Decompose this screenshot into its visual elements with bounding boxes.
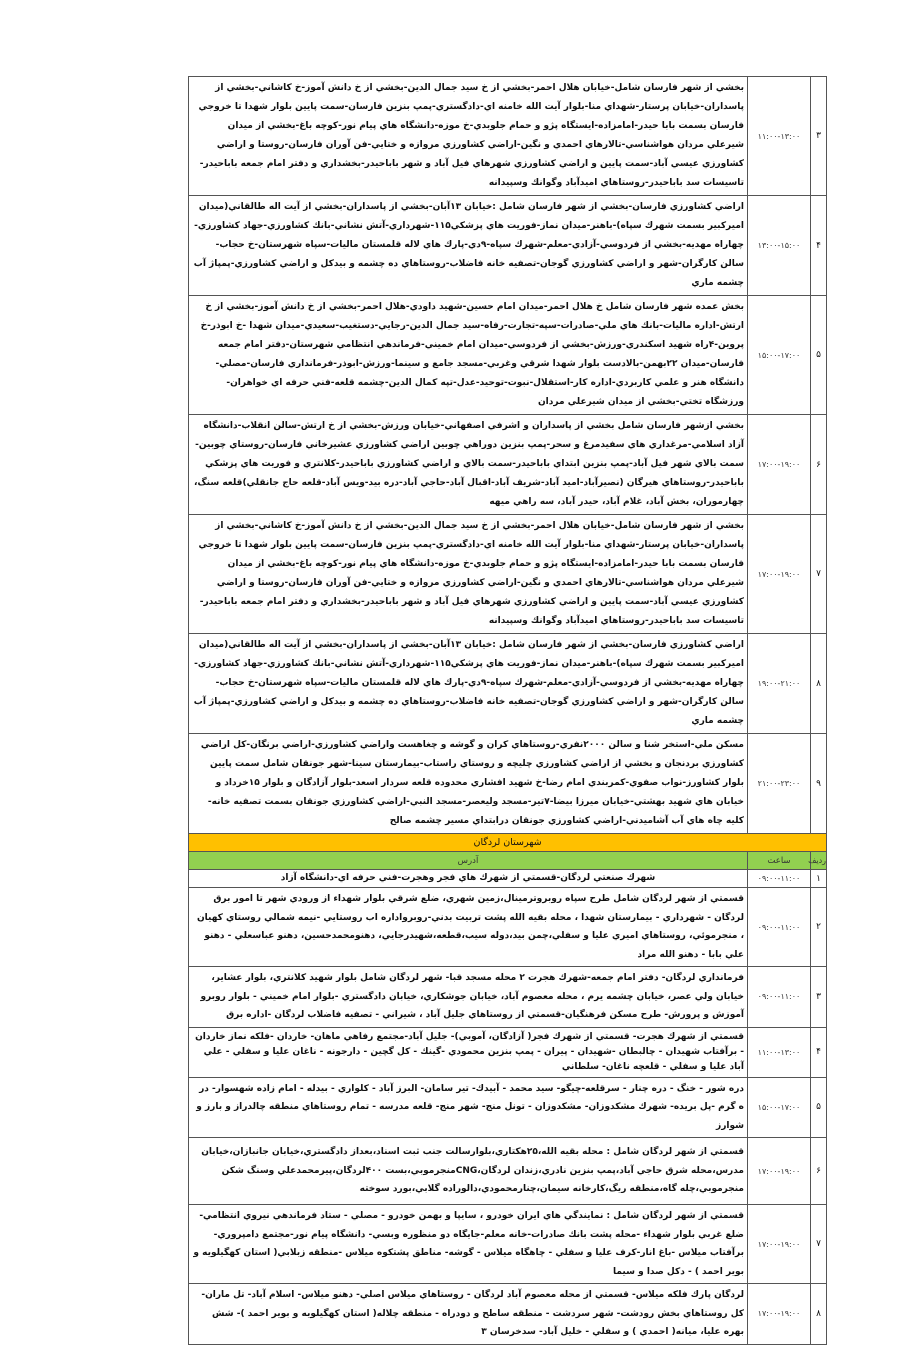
row-number: ۳ bbox=[811, 77, 827, 196]
row-number: ۶ bbox=[811, 415, 827, 515]
table-row bbox=[189, 296, 827, 415]
table-row bbox=[189, 196, 827, 296]
address-cell: مسكن ملي-استخر شنا و سالن ۲۰۰۰نفري-روستاهاي كران و گوشه و چغاهست واراضي كشاورزي-اراضي برنگان-كل اراضي كشاورزي بردنجان و بخشي از اراضي كشاورزي چليچه و روستاي راستاب-بيمارستان سينا-شهر جونقان شامل سمت پايين بلوار كشاورز-نواب صفوي-كمربندي امام رضا-خ شهيد افشاري محدوده قلعه سردار اسعد-بلوار آزادگان و بلوار ۱۵خرداد و خيابان هاي شهيد بهشتي-خيابان ميرزا بيضا-۷تير-مسجد وليعصر-مسجد النبي-اراضي كشاورزي جونقان بسمت تصفيه خانه-كليه چاه هاي آب آشاميدني-اراضي كشاورزي جونقان درابتداي مسير چشمه صالح bbox=[189, 734, 748, 834]
row-number: ۸ bbox=[811, 1284, 827, 1345]
address-cell: بخشي از شهر فارسان شامل-خيابان هلال احمر-بخشي از خ سيد جمال الدين-بخشي از خ دانش آموز-خ كاشاني-بخشي از پاسداران-خيابان پرستار-شهداي منا-بلوار آيت الله خامنه اي-دادگستري-پمپ بنزين فارسان-سمت پايين بلوار شهدا تا خروجي فارسان بسمت بابا حيدر-امامزاده-ايستگاه پژو و حمام جلوبدي-خ موزه-دانشگاه هاي پيام نور-كوچه باغ-بخشي از ميدان شيرعلي مردان هواشناسي-تالارهاي احمدي و نگين-اراضي كشاورزي مروازه و ختايي-فن آوران فارسان-روستا و اراضي كشاورزي عيسي آباد-سمت پايين و اراضي كشاورزي شهرهاي فيل آباد و شهر باباحيدر-بخشداري و دفتر امام جمعه باباحيدر-تاسيسات سد باباحيدر-روستاهاي اميدآباد وگوانك وسپيدانه bbox=[189, 515, 748, 634]
address-cell: اراضي كشاورزي فارسان-بخشي از شهر فارسان شامل :خيابان ۱۳آبان-بخشي از پاسداران-بخشي از آيت اله طالقاني(ميدان اميركبير بسمت شهرك سپاه)-باهنر-ميدان نماز-فوريت هاي پزشكي۱۱۵-شهرداري-آتش نشاني-بانك كشاورزي-جهاد كشاورزي-چهاراه مهديه-بخشي از فردوسي-آزادي-معلم-شهرك سپاه-۹دي-پارك هاي لاله قلمستان ماليات-سپاه شهرستان-خ حجاب-سالن كارگران-شهر و اراضي كشاورزي گوجان-تصفيه خانه فاضلاب-روستاهاي ده چشمه و بيدكل و اراضي كشاورزي-پمپاژ آب چشمه ماري bbox=[189, 196, 748, 296]
table-row bbox=[189, 634, 827, 734]
time-range: ۱۹:۰۰-۲۱:۰۰ bbox=[748, 634, 811, 734]
address-cell: بخشي از شهر فارسان شامل-خيابان هلال احمر-بخشي از خ سيد جمال الدين-بخشي از خ دانش آموز-خ كاشاني-بخشي از پاسداران-خيابان پرستار-شهداي منا-بلوار آيت الله خامنه اي-دادگستري-پمپ بنزين فارسان-سمت پايين بلوار شهدا تا خروجي فارسان بسمت بابا حيدر-امامزاده-ايستگاه پژو و حمام جلوبدي-خ موزه-دانشگاه هاي پيام نور-كوچه باغ-بخشي از ميدان شيرعلي مردان هواشناسي-تالارهاي احمدي و نگين-اراضي كشاورزي مروازه و ختايي-فن آوران فارسان-روستا و اراضي كشاورزي عيسي آباد-سمت پايين و اراضي كشاورزي شهرهاي فيل آباد و شهر باباحيدر-بخشداري و دفتر امام جمعه باباحيدر-تاسيسات سد باباحيدر-روستاهاي اميدآباد وگوانك وسپيدانه bbox=[189, 77, 748, 196]
time-range: ۰۹:۰۰-۱۱:۰۰ bbox=[748, 888, 811, 967]
section-title: شهرستان لردگان bbox=[189, 834, 827, 852]
row-number: ۷ bbox=[811, 1205, 827, 1284]
column-header-number: ردیف bbox=[811, 852, 827, 870]
column-header-row bbox=[189, 852, 827, 870]
row-number: ۵ bbox=[811, 296, 827, 415]
table-row bbox=[189, 1138, 827, 1205]
time-range: ۱۷:۰۰-۱۹:۰۰ bbox=[748, 1138, 811, 1205]
table-row bbox=[189, 734, 827, 834]
row-number: ۴ bbox=[811, 196, 827, 296]
row-number: ۴ bbox=[811, 1027, 827, 1077]
row-number: ۵ bbox=[811, 1077, 827, 1138]
table-row bbox=[189, 1284, 827, 1345]
table-row bbox=[189, 967, 827, 1028]
address-cell: بخش عمده شهر فارسان شامل خ هلال احمر-ميدان امام حسين-شهيد داودي-هلال احمر-بخشي از خ دانش آموز-بخشي از خ ارتش-اداره ماليات-بانك هاي ملي-صادرات-سپه-تجارت-رفاه-سيد جمال الدين-رجايي-دستغيب-سعيدي-ميدان شهدا -خ ابوذر-خ پروين-۴راه شهيد اسكندري-ورزش-بخشي از فردوسي-ميدان امام خميني-فرماندهي انتظامي شهرستان-دفتر امام جمعه فارسان-ميدان ۲۲بهمن-بالادست بلوار شهدا شرقي وغربي-مسجد جامع و سينما-ورزش-ابوذر-فرمانداري فارسان-مصلي-دانشگاه هنر و علمي كاربردي-اداره كار-استقلال-نبوت-توحيد-عدل-تپه كمال الدين-چشمه قلعه-فني حرفه اي خواهران-ورزشگاه تختي-بخشي از ميدان شيرعلي مردان bbox=[189, 296, 748, 415]
table-row bbox=[189, 1027, 827, 1077]
table-row bbox=[189, 515, 827, 634]
outage-schedule-table bbox=[188, 76, 827, 1345]
outage-schedule-page bbox=[188, 76, 827, 1345]
time-range: ۱۵:۰۰-۱۷:۰۰ bbox=[748, 296, 811, 415]
address-cell: قسمتي از شهر لردگان شامل طرح سپاه روبروترمينال،زمين شهري، ضلع شرقي بلوار شهداء از ورودي شهر تا امور برق لردگان - شهرداري - بيمارستان شهدا ، محله بقيه الله پشت تربيت بدني-روبرواداره اب روستايي -نيمه شمالي روستاي كهيان ، منجرموئي، روستاهاي اميري عليا و سفلي،چمن بيد،دوله سيب،قطعه،شهيدرجايي، دهنومحمدحسين، دهنو عباسعلي - دهنو علي بابا - دهنو الله مراد bbox=[189, 888, 748, 967]
row-number: ۲ bbox=[811, 888, 827, 967]
time-range: ۱۷:۰۰-۱۹:۰۰ bbox=[748, 515, 811, 634]
time-range: ۰۹:۰۰-۱۱:۰۰ bbox=[748, 967, 811, 1028]
time-range: ۱۵:۰۰-۱۷:۰۰ bbox=[748, 1077, 811, 1138]
address-cell: قسمتي از شهرك هجرت- قسمتي از شهرك فجر( آزادگان، آموبي)- جليل آباد-مجتمع رفاهي ماهان- خاردان -فلكه نماز خاردان - برآفتاب شهيدان - چالبطان -شهيدان - پيران - پمپ بنزين محمودي -گينك - كل گچين - دارجونه - ناغان عليا و سفلي - علي آباد عليا و سفلي - قلعچه ناغان- سلطاني bbox=[189, 1027, 748, 1077]
time-range: ۱۷:۰۰-۱۹:۰۰ bbox=[748, 1284, 811, 1345]
column-header-time: ساعت bbox=[748, 852, 811, 870]
row-number: ۱ bbox=[811, 870, 827, 888]
row-number: ۹ bbox=[811, 734, 827, 834]
address-cell: فرمانداري لردگان- دفتر امام جمعه-شهرك هجرت ۲ محله مسجد قبا- شهر لردگان شامل بلوار شهيد كلانتري، بلوار عشاير، خيابان ولي عصر، خيابان چشمه يرم ، محله معصوم آباد، خيابان جوشكاري، خيابان دادگستري -بلوار امام خميني - بلوار روبرو آموزش و پرورش- طرح مسكن فرهنگيان-قسمتي از روستاهاي جليل آباد ، شيراني - تصفيه فاضلاب لردگان -اداره برق bbox=[189, 967, 748, 1028]
section-title-row bbox=[189, 834, 827, 852]
table-row bbox=[189, 888, 827, 967]
table-row bbox=[189, 1205, 827, 1284]
address-cell: لردگان پارك فلكه ميلاس- قسمتي از محله معصوم آباد لردگان - روستاهاي ميلاس اصلي- دهنو ميلاس- اسلام آباد- تل ماران- كل روستاهاي بخش رودشت- شهر سردشت - منطقه ساطح و دودراه - منطقه چلاله( استان كهگيلويه و بوير احمد )- شش بهره عليا، ميانه( احمدي ) و سفلي - خليل آباد- سدخرسان ۳ bbox=[189, 1284, 748, 1345]
address-cell: قسمتي از شهر لردگان شامل : محله بقيه الله،۲۵هكتاري،بلوارسالت جنب ثبت اسناد،بعداز دادگستري،خيابان جانبازان،خيابان مدرس،محله شرق حاجي آباد،پمپ بنزين نادري،زندان لردگان،CNGمنجرموبي،بست ۴۰۰لردگان،پيرمحمدعلي وسنگ شكن منجرموبي،چله گاه،منطقه ريگ،كارخانه سيمان،چنارمحمودي،دالوراده گلابي،بورد سوخته bbox=[189, 1138, 748, 1205]
time-range: ۱۱:۰۰-۱۳:۰۰ bbox=[748, 77, 811, 196]
table-row bbox=[189, 870, 827, 888]
address-cell: شهرك صنعتي لردگان-قسمتي از شهرك هاي فجر وهجرت-فني حرفه اي-دانشگاه آزاد bbox=[189, 870, 748, 888]
time-range: ۱۷:۰۰-۱۹:۰۰ bbox=[748, 415, 811, 515]
time-range: ۰۹:۰۰-۱۱:۰۰ bbox=[748, 870, 811, 888]
row-number: ۳ bbox=[811, 967, 827, 1028]
row-number: ۷ bbox=[811, 515, 827, 634]
time-range: ۱۳:۰۰-۱۵:۰۰ bbox=[748, 196, 811, 296]
address-cell: دره شور - خنگ - دره چنار - سرقلعه-چيگو- سيد محمد - آبيدك- تير سامان- البرز آباد - كلواري - بيدله - امام زاده شهسوار- در ه گرم -پل بريده- شهرك مشكدوزان- مشكدوزان - تونل منج- شهر منج- قلعه مدرسه - تمام روستاهاي منطقه چالدراز و بارز و شوارز bbox=[189, 1077, 748, 1138]
time-range: ۱۷:۰۰-۱۹:۰۰ bbox=[748, 1205, 811, 1284]
table-row bbox=[189, 77, 827, 196]
address-cell: اراضي كشاورزي فارسان-بخشي از شهر فارسان شامل :خيابان ۱۳آبان-بخشي از پاسداران-بخشي از آيت اله طالقاني(ميدان اميركبير بسمت شهرك سپاه)-باهنر-ميدان نماز-فوريت هاي پزشكي۱۱۵-شهرداري-آتش نشاني-بانك كشاورزي-جهاد كشاورزي-چهاراه مهديه-بخشي از فردوسي-آزادي-معلم-شهرك سپاه-۹دي-پارك هاي لاله قلمستان ماليات-سپاه شهرستان-خ حجاب-سالن كارگران-شهر و اراضي كشاورزي گوجان-تصفيه خانه فاضلاب-روستاهاي ده چشمه و بيدكل و اراضي كشاورزي-پمپاژ آب چشمه ماري bbox=[189, 634, 748, 734]
column-header-address: آدرس bbox=[189, 852, 748, 870]
table-row bbox=[189, 1077, 827, 1138]
time-range: ۲۱:۰۰-۲۳:۰۰ bbox=[748, 734, 811, 834]
table-row bbox=[189, 415, 827, 515]
row-number: ۸ bbox=[811, 634, 827, 734]
row-number: ۶ bbox=[811, 1138, 827, 1205]
address-cell: قسمتي از شهر لردگان شامل : نمايندگي هاي ايران خودرو ، سايپا و بهمن خودرو - مصلي - ستاد فرماندهي نيروي انتظامي-ضلع غربي بلوار شهداء -محله پشت بانك صادرات-خانه معلم-جايگاه دو منظوره وبسي- دانشگاه پيام نور-مجتمع دامپروري- برآفتاب ميلاس -باغ انار-كرف عليا و سفلي - چاهگاه ميلاس - گوشه- مناطق پشتكوه ميلاس -منطقه زبلابي( استان كهگيلويه و بوير احمد ) - دكل صدا و سيما bbox=[189, 1205, 748, 1284]
time-range: ۱۱:۰۰-۱۳:۰۰ bbox=[748, 1027, 811, 1077]
address-cell: بخشي ازشهر فارسان شامل بخشي از پاسداران و اشرفي اصفهاني-خيابان ورزش-بخشي از خ ارتش-سالن انقلاب-دانشگاه آزاد اسلامي-مرغداري هاي سفيدمرغ و سحر-پمپ بنزين دوراهي چوبين اراضي كشاورزي عشيرخاني فارسان-روستاي چوبين-سمت بالاي شهر فيل آباد-پمپ بنزين ابتداي باباحيدر-سمت بالاي و اراضي كشاورزي باباحيدر-كلانتري و فوريت هاي پزشكي باباحيدر-روستاهاي هيرگان (نصيرآباد-اميد آباد-شريف آباد-اقبال آباد-حاجي آباد-دره بيد-ويس آباد-قلعه حاج جانقلي)قلعه سنگ، چهارموران، بخش آباد، غلام آباد، حيدر آباد، سه راهي ميهه bbox=[189, 415, 748, 515]
